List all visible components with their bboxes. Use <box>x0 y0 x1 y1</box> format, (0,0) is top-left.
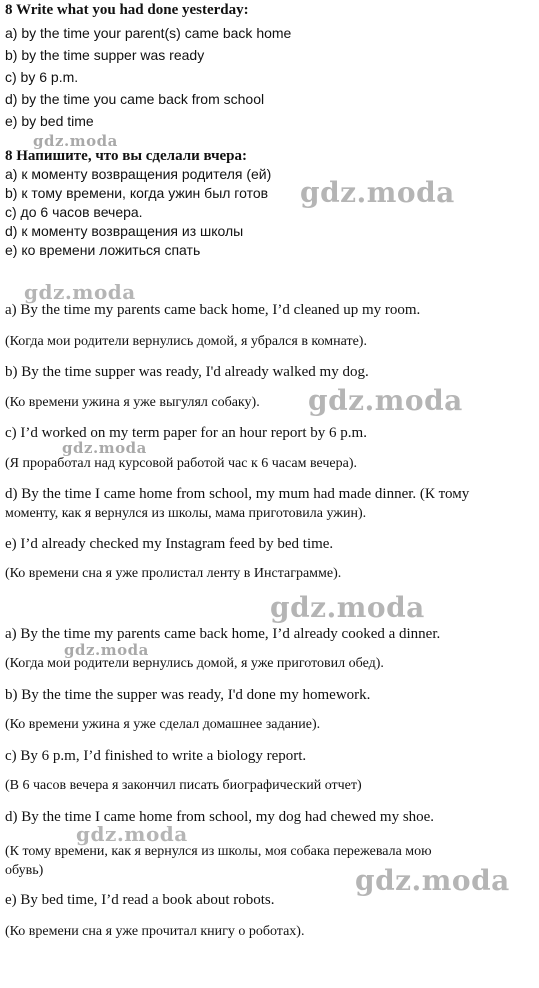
watermark: gdz.moda <box>76 822 188 846</box>
answer-translation: обувь) <box>5 863 44 878</box>
answer-translation: (Ко времени сна я уже пролистал ленту в Инстаграмме). <box>5 566 342 581</box>
answer-translation: (Ко времени ужина я уже выгулял собаку). <box>5 395 260 410</box>
watermark: gdz.moda <box>24 280 136 304</box>
watermark: gdz.moda <box>355 864 510 897</box>
task-item-en: d) by the time you came back from school <box>5 91 265 107</box>
answer-translation: (Ко времени ужина я уже сделал домашнее задание). <box>5 717 321 732</box>
answer-translation: моменту, как я вернулся из школы, мама приготовила ужин). <box>5 506 367 521</box>
watermark: gdz.moda <box>62 439 147 457</box>
task-item-en: e) by bed time <box>5 113 94 129</box>
task-title-ru: 8 Напишите, что вы сделали вчера: <box>5 148 248 164</box>
task-item-ru: с) до 6 часов вечера. <box>5 204 143 220</box>
answer-line: a) By the time my parents came back home, I’d already cooked a dinner. <box>5 626 441 642</box>
task-item-en: a) by the time your parent(s) came back home <box>5 25 292 41</box>
answer-line: c) I’d worked on my term paper for an hour report by 6 p.m. <box>5 425 367 441</box>
watermark: gdz.moda <box>270 591 425 624</box>
answer-line: c) By 6 p.m, I’d finished to write a biology report. <box>5 748 307 764</box>
task-item-en: c) by 6 p.m. <box>5 69 79 85</box>
answer-line: b) By the time supper was ready, I'd already walked my dog. <box>5 364 369 380</box>
watermark: gdz.moda <box>64 641 149 659</box>
answer-line: a) By the time my parents came back home, I’d cleaned up my room. <box>5 302 421 318</box>
answer-translation: (Ко времени сна я уже прочитал книгу о роботах). <box>5 924 305 939</box>
answer-translation: (В 6 часов вечера я закончил писать биографический отчет) <box>5 778 362 793</box>
answer-line: d) By the time I came home from school, my mum had made dinner. (К тому <box>5 486 470 502</box>
answer-line: e) By bed time, I’d read a book about robots. <box>5 892 275 908</box>
watermark: gdz.moda <box>300 176 455 209</box>
answer-line: d) By the time I came home from school, my dog had chewed my shoe. <box>5 809 435 825</box>
answer-translation: (Я проработал над курсовой работой час к 6 часам вечера). <box>5 456 357 471</box>
task-item-ru: а) к моменту возвращения родителя (ей) <box>5 166 272 182</box>
answer-translation: (К тому времени, как я вернулся из школы, моя собака пережевала мою <box>5 844 432 859</box>
answer-line: e) I’d already checked my Instagram feed by bed time. <box>5 536 334 552</box>
watermark: gdz.moda <box>308 384 463 417</box>
answer-translation: (Когда мои родители вернулись домой, я уже приготовил обед). <box>5 656 384 671</box>
answer-line: b) By the time the supper was ready, I'd done my homework. <box>5 687 371 703</box>
watermark: gdz.moda <box>33 132 118 150</box>
task-item-ru: d) к моменту возвращения из школы <box>5 223 244 239</box>
task-item-ru: b) к тому времени, когда ужин был готов <box>5 185 269 201</box>
task-item-en: b) by the time supper was ready <box>5 47 205 63</box>
answer-translation: (Когда мои родители вернулись домой, я убрался в комнате). <box>5 334 367 349</box>
task-title-en: 8 Write what you had done yesterday: <box>5 2 249 18</box>
task-item-ru: е) ко времени ложиться спать <box>5 242 201 258</box>
